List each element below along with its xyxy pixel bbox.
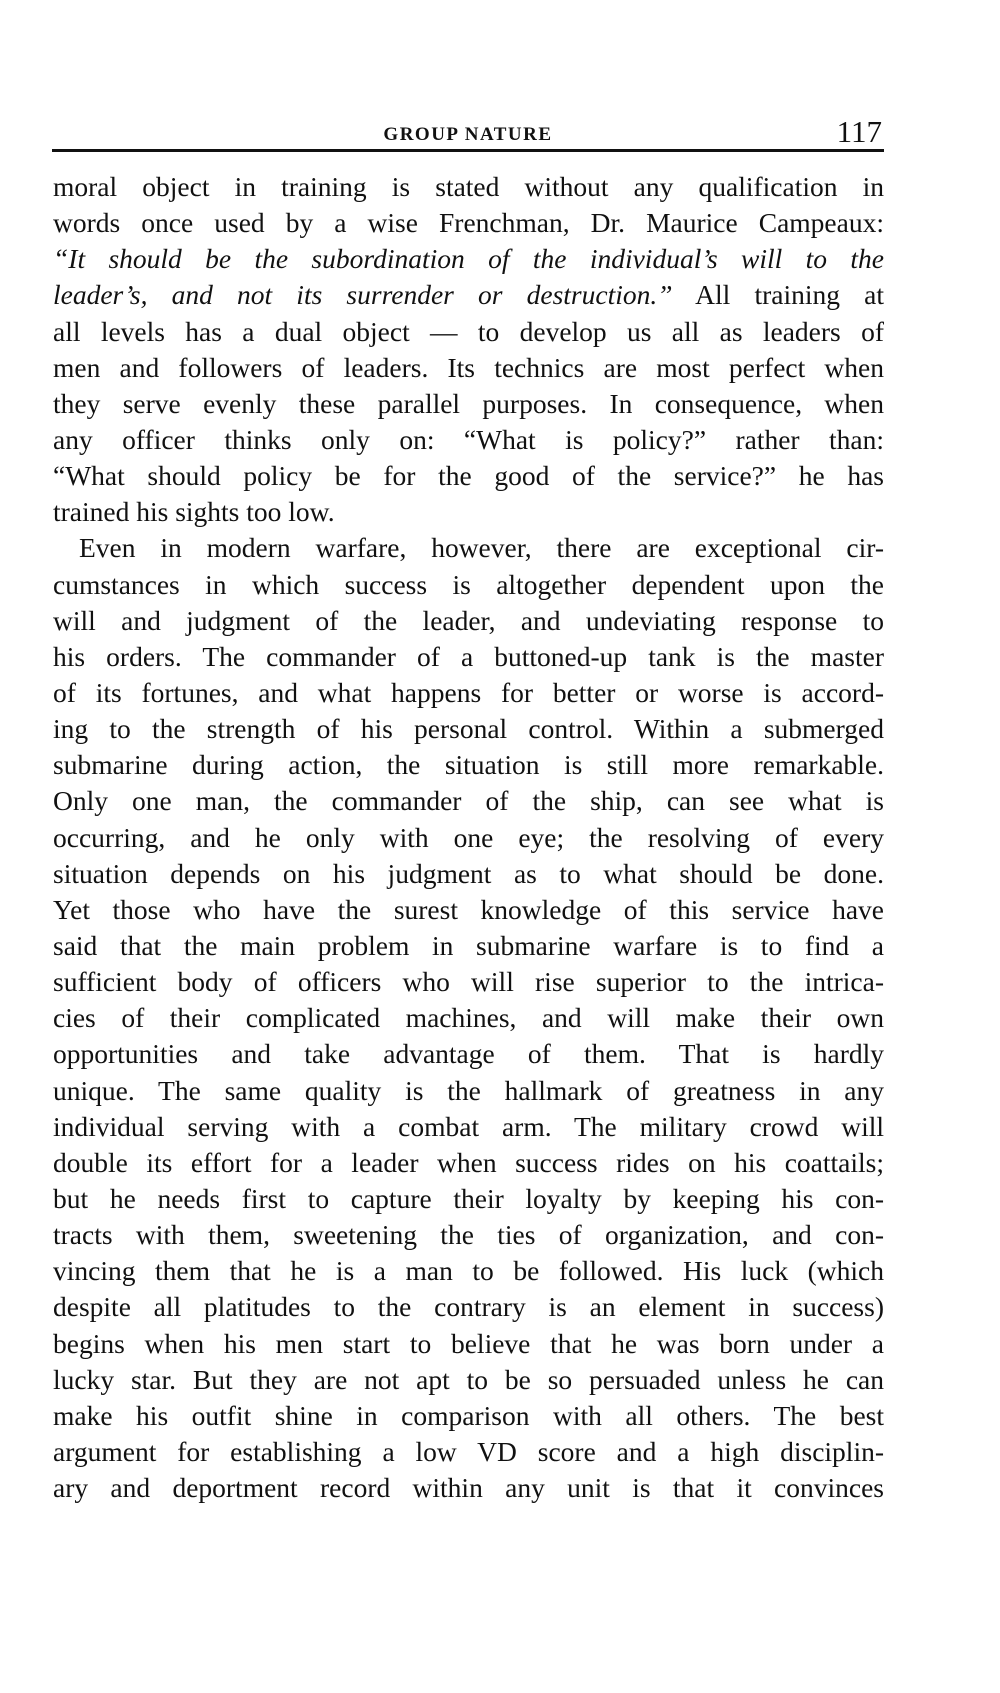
text-line: “What should policy be for the good of the service?” he has bbox=[53, 460, 884, 492]
text-line: lucky star. But they are not apt to be so persuaded unless he can bbox=[53, 1363, 884, 1395]
text-line-quote: “It should be the subordination of the individual’s will to the bbox=[53, 243, 884, 275]
text-line: unique. The same quality is the hallmark of greatness in any bbox=[53, 1074, 884, 1106]
running-head bbox=[52, 114, 884, 154]
text-line: ing to the strength of his personal control. Within a submerged bbox=[53, 713, 884, 745]
text-line: vincing them that he is a man to be followed. His luck (which bbox=[53, 1255, 884, 1287]
text-line: Only one man, the commander of the ship, can see what is bbox=[53, 785, 884, 817]
text-line: submarine during action, the situation is still more remarkable. bbox=[53, 749, 884, 781]
text-line: Yet those who have the surest knowledge of this service have bbox=[53, 893, 884, 925]
text-line: of its fortunes, and what happens for better or worse is accord- bbox=[53, 676, 884, 708]
text-line: they serve evenly these parallel purposes. In consequence, when bbox=[53, 387, 884, 419]
text-line: opportunities and take advantage of them. That is hardly bbox=[53, 1038, 884, 1070]
text-line: double its effort for a leader when success rides on his coattails; bbox=[53, 1146, 884, 1178]
page-number: 117 bbox=[836, 114, 882, 149]
running-title: GROUP NATURE bbox=[383, 124, 553, 145]
text-line: moral object in training is stated without any qualification in bbox=[53, 171, 884, 202]
text-line: cumstances in which success is altogether dependent upon the bbox=[53, 568, 884, 600]
text-line-paragraph-start: Even in modern warfare, however, there are exceptional cir- bbox=[79, 532, 884, 564]
text-line: said that the main problem in submarine warfare is to find a bbox=[53, 929, 884, 961]
text-segment: All training at bbox=[672, 279, 884, 311]
text-line: words once used by a wise Frenchman, Dr. Maurice Campeaux: bbox=[53, 207, 884, 239]
body-text bbox=[53, 169, 884, 1506]
text-line: will and judgment of the leader, and undeviating response to bbox=[53, 604, 884, 636]
text-line: men and followers of leaders. Its technics are most perfect when bbox=[53, 351, 884, 383]
text-line: ary and deportment record within any unit is that it convinces bbox=[53, 1472, 884, 1504]
text-line: all levels has a dual object — to develop us all as leaders of bbox=[53, 315, 884, 347]
text-line: begins when his men start to believe that he was born under a bbox=[53, 1327, 884, 1359]
text-line: sufficient body of officers who will rise superior to the intrica- bbox=[53, 966, 884, 998]
text-line: make his outfit shine in comparison with all others. The best bbox=[53, 1399, 884, 1431]
text-line: any officer thinks only on: “What is policy?” rather than: bbox=[53, 423, 884, 455]
text-line: his orders. The commander of a buttoned-up tank is the master bbox=[53, 640, 884, 672]
text-line: tracts with them, sweetening the ties of organization, and con- bbox=[53, 1219, 884, 1251]
header-rule bbox=[52, 149, 884, 152]
text-line: argument for establishing a low VD score and a high disciplin- bbox=[53, 1435, 884, 1467]
text-line: occurring, and he only with one eye; the resolving of every bbox=[53, 821, 884, 853]
text-line: individual serving with a combat arm. The military crowd will bbox=[53, 1110, 884, 1142]
text-line: but he needs first to capture their loyalty by keeping his con- bbox=[53, 1182, 884, 1214]
text-line bbox=[53, 277, 884, 313]
text-line: cies of their complicated machines, and will make their own bbox=[53, 1002, 884, 1034]
text-line: situation depends on his judgment as to what should be done. bbox=[53, 857, 884, 889]
text-line-paragraph-end: trained his sights too low. bbox=[53, 496, 335, 528]
quote-end: leader’s, and not its surrender or destruction.” bbox=[53, 279, 673, 311]
text-line: despite all platitudes to the contrary is an element in success) bbox=[53, 1291, 884, 1323]
